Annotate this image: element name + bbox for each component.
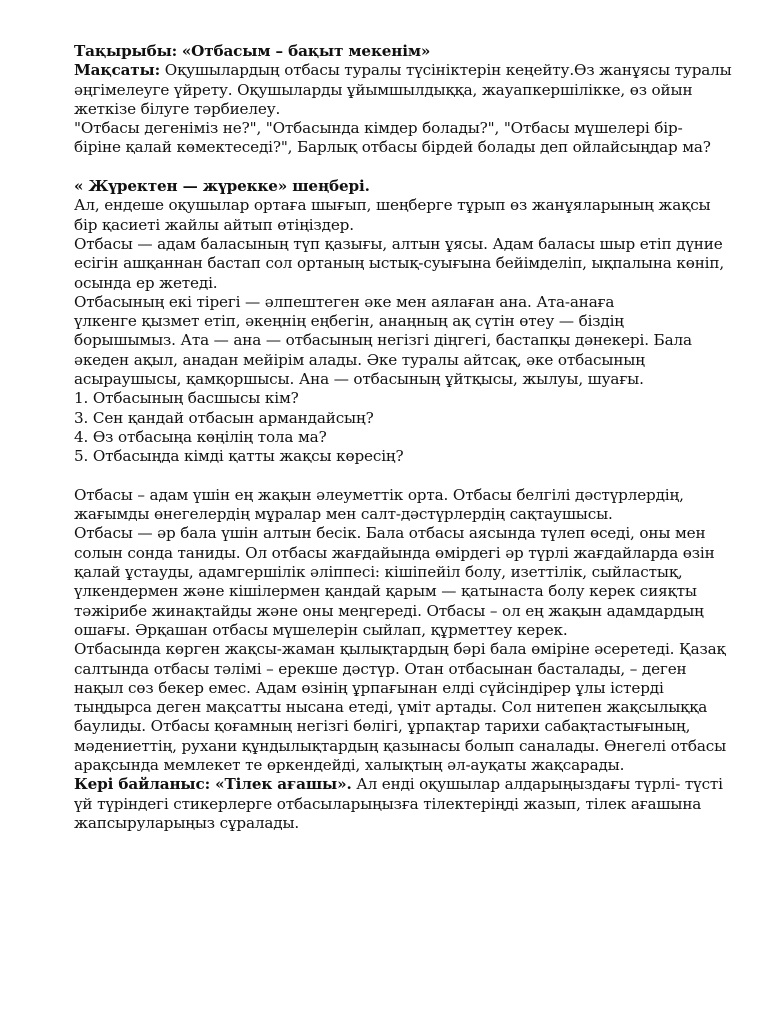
intro-question-line-2: біріне қалай көмектеседі?", Барлық отбасы бірдей болады деп ойлайсыңдар ма?: [74, 138, 711, 157]
body-line: қалай ұстауды, адамгершілік әліппесі: кішіпейіл болу, изеттілік, сыйластық,: [74, 563, 683, 582]
body-line: арақсында мемлекет те өркендейді, халықтың әл-ауқаты жақсарады.: [74, 755, 625, 774]
body-line: Отбасы – адам үшін ең жақын әлеуметтік орта. Отбасы белгілі дәстүрлердің,: [74, 485, 684, 504]
circle-question: 3. Сен қандай отбасын армандайсың?: [74, 408, 374, 427]
circle-line: бір қасиеті жайлы айтып өтіңіздер.: [74, 215, 354, 234]
circle-question: 4. Өз отбасыңа көңілің тола ма?: [74, 427, 327, 446]
circle-line: үлкенге қызмет етіп, әкеңнің еңбегін, анаңның ақ сүтін өтеу — біздің: [74, 312, 624, 331]
body-line: салтында отбасы тәлімі – ерекше дәстүр. Отан отбасынан басталады, – деген: [74, 659, 687, 678]
circle-line: осында ер жетеді.: [74, 273, 218, 292]
feedback-label: Кері байланыс: «Тілек ағашы».: [74, 775, 352, 794]
circle-title-text: « Жүректен — жүрекке» шеңбері.: [74, 177, 370, 196]
circle-line: есігін ашқаннан бастап сол ортаның ыстық-суығына бейімделіп, ықпалына көніп,: [74, 254, 725, 273]
goal-label: Мақсаты:: [74, 61, 161, 80]
circle-question: 1. Отбасының басшысы кім?: [74, 389, 299, 408]
topic-label: Тақырыбы:: [74, 42, 178, 60]
circle-line: асыраушысы, қамқоршысы. Ана — отбасының ұйтқысы, жылуы, шуағы.: [74, 370, 644, 389]
goal-line-2: әңгімелеуге үйрету. Оқушыларды ұйымшылдыққа, жауапкершілікке, өз ойын: [74, 80, 693, 99]
circle-line: борышымыз. Ата — ана — отбасының негізгі діңгегі, бастапқы дәнекері. Бала: [74, 331, 692, 350]
feedback-line-2: үй түріндегі стикерлерге отбасыларыңызға тілектеріңді жазып, тілек ағашына: [74, 794, 702, 813]
spacer: [74, 467, 708, 486]
topic-value: «Отбасым – бақыт мекенім»: [181, 42, 431, 60]
body-line: тәжірибе жинақтайды және оны меңгереді. Отбасы – ол ең жақын адамдардың: [74, 601, 704, 620]
body-line: үлкендермен және кішілермен қандай қарым — қатынаста болу керек сияқты: [74, 582, 697, 601]
body-line: Отбасы — әр бала үшін алтын бесік. Бала отбасы аясында түлеп өседі, оны мен: [74, 524, 706, 543]
spacer: [74, 158, 708, 177]
body-line: Отбасында көрген жақсы-жаман қылықтардың бәрі бала өміріне әсеретеді. Қазақ: [74, 640, 726, 659]
circle-line: Ал, ендеше оқушылар ортаға шығып, шеңберге тұрып өз жанұяларының жақсы: [74, 196, 711, 215]
body-line: тыңдырса деген мақсатты нысана етеді, үміт артады. Сол нитепен жақсылыққа: [74, 698, 708, 717]
body-line: нақыл сөз бекер емес. Адам өзінің ұрпағынан елді сүйсіндірер ұлы істерді: [74, 678, 664, 697]
feedback-text-1: Ал енді оқушылар алдарыңыздағы түрлі- түсті: [351, 775, 723, 794]
body-line: жағымды өнегелердің мұралар мен салт-дәстүрлердің сақтаушысы.: [74, 505, 613, 524]
goal-line-1: [74, 61, 732, 80]
body-line: ошағы. Әрқашан отбасы мүшелерін сыйлап, құрметтеу керек.: [74, 620, 568, 639]
body-line: солын сонда таниды. Ол отбасы жағдайында өмірдегі әр түрлі жағдайларда өзін: [74, 543, 715, 562]
intro-question-line-1: "Отбасы дегеніміз не?", "Отбасында кімдер болады?", "Отбасы мүшелері бір-: [74, 119, 683, 138]
goal-line-3: жеткізе білуге тәрбиелеу.: [74, 99, 281, 118]
circle-title: [74, 177, 708, 196]
feedback-line-3: жапсыруларыңыз сұралады.: [74, 813, 300, 832]
circle-line: Отбасы — адам баласының түп қазығы, алтын ұясы. Адам баласы шыр етіп дүние: [74, 234, 723, 253]
topic-line: [74, 42, 708, 61]
feedback-line-1: [74, 775, 723, 794]
circle-question: 5. Отбасыңда кімді қатты жақсы көресің?: [74, 447, 404, 466]
circle-line: әкеден ақыл, анадан мейірім алады. Әке туралы айтсақ, әке отбасының: [74, 350, 645, 369]
goal-text-1: Оқушылардың отбасы туралы түсініктерін кеңейту.Өз жанұясы туралы: [160, 61, 732, 80]
body-line: мәдениеттің, рухани құндылықтардың қазынасы болып саналады. Өнегелі отбасы: [74, 736, 727, 755]
circle-line: Отбасының екі тірегі — әлпештеген әке мен аялаған ана. Ата-анаға: [74, 292, 615, 311]
body-line: баулиды. Отбасы қоғамның негізгі бөлігі, ұрпақтар тарихи сабақтастығының,: [74, 717, 691, 736]
